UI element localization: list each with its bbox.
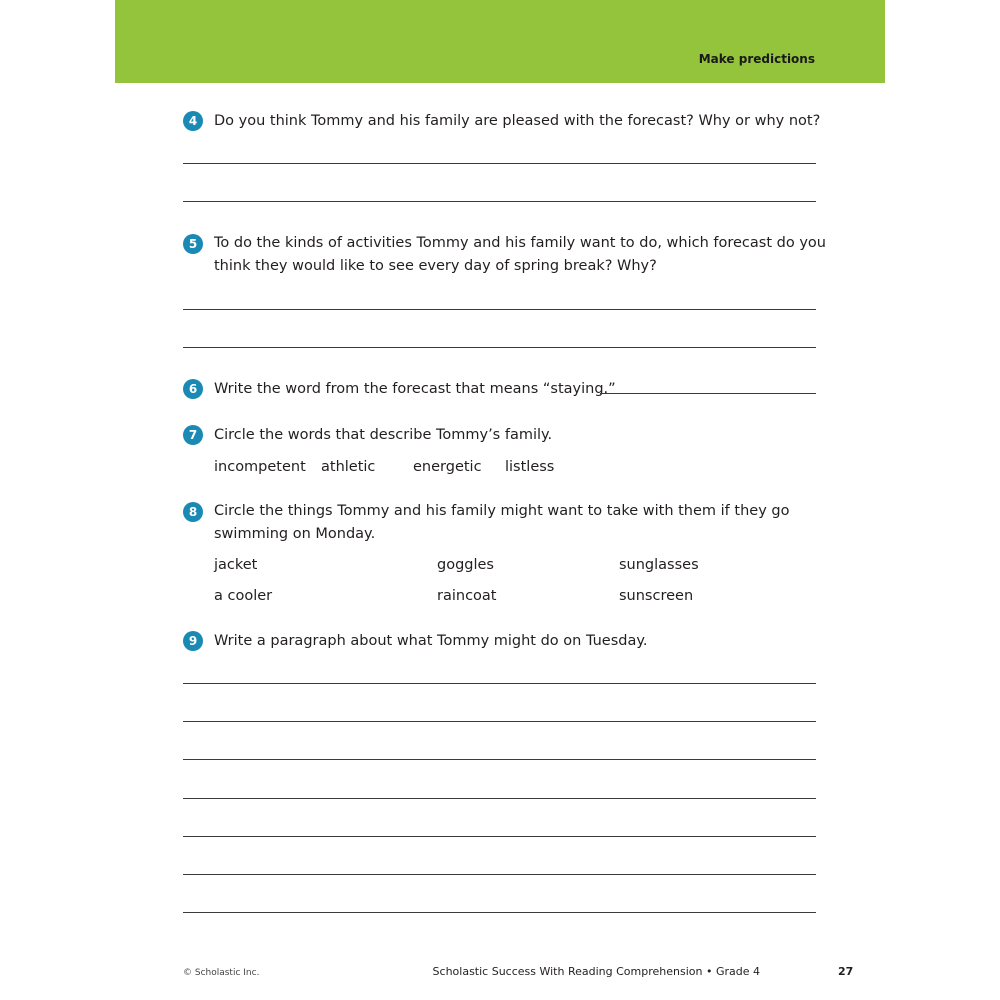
choice-item[interactable]: sunglasses	[619, 557, 699, 573]
choice-item[interactable]: jacket	[214, 557, 258, 573]
inline-answer-line[interactable]	[600, 393, 816, 394]
answer-line[interactable]	[183, 836, 816, 837]
answer-line[interactable]	[183, 163, 816, 164]
choice-word[interactable]: listless	[505, 459, 555, 475]
choice-item[interactable]: sunscreen	[619, 588, 694, 604]
choice-item[interactable]: a cooler	[214, 588, 273, 604]
choice-item[interactable]: goggles	[437, 557, 494, 573]
page-title: Make predictions	[698, 52, 815, 66]
answer-line[interactable]	[183, 759, 816, 760]
question-8-text	[214, 500, 818, 546]
page-number: 27	[838, 965, 854, 978]
choice-item[interactable]: raincoat	[437, 588, 497, 604]
answer-line[interactable]	[183, 309, 816, 310]
question-number-badge: 4	[183, 111, 203, 131]
question-7-text	[214, 424, 818, 447]
question-text-line: Circle the words that describe Tommy’s family.	[214, 427, 553, 443]
choice-word[interactable]: energetic	[413, 459, 482, 475]
header-band	[115, 0, 885, 83]
question-number-badge: 5	[183, 234, 203, 254]
question-9-text	[214, 630, 818, 653]
question-text-line: Write a paragraph about what Tommy might do on Tuesday.	[214, 633, 648, 649]
answer-line[interactable]	[183, 683, 816, 684]
answer-line[interactable]	[183, 912, 816, 913]
answer-line[interactable]	[183, 798, 816, 799]
answer-line[interactable]	[183, 201, 816, 202]
copyright-notice: © Scholastic Inc.	[183, 968, 260, 978]
question-text-line: Write the word from the forecast that means “staying.”	[214, 381, 616, 397]
answer-line[interactable]	[183, 347, 816, 348]
question-number-badge: 9	[183, 631, 203, 651]
question-text-line: think they would like to see every day of spring break? Why?	[214, 258, 657, 274]
question-text-line: swimming on Monday.	[214, 526, 376, 542]
question-6-text	[214, 378, 818, 401]
question-text-line: Do you think Tommy and his family are pleased with the forecast? Why or why not?	[214, 113, 821, 129]
book-title: Scholastic Success With Reading Comprehension • Grade 4	[432, 965, 760, 978]
question-number-badge: 6	[183, 379, 203, 399]
question-4-text	[214, 110, 821, 133]
question-number-badge: 7	[183, 425, 203, 445]
answer-line[interactable]	[183, 874, 816, 875]
question-5-text	[214, 232, 826, 278]
choice-word[interactable]: athletic	[321, 459, 376, 475]
question-text-line: To do the kinds of activities Tommy and his family want to do, which forecast do you	[214, 235, 826, 251]
question-number-badge: 8	[183, 502, 203, 522]
question-text-line: Circle the things Tommy and his family might want to take with them if they go	[214, 503, 790, 519]
answer-line[interactable]	[183, 721, 816, 722]
choice-word[interactable]: incompetent	[214, 459, 306, 475]
